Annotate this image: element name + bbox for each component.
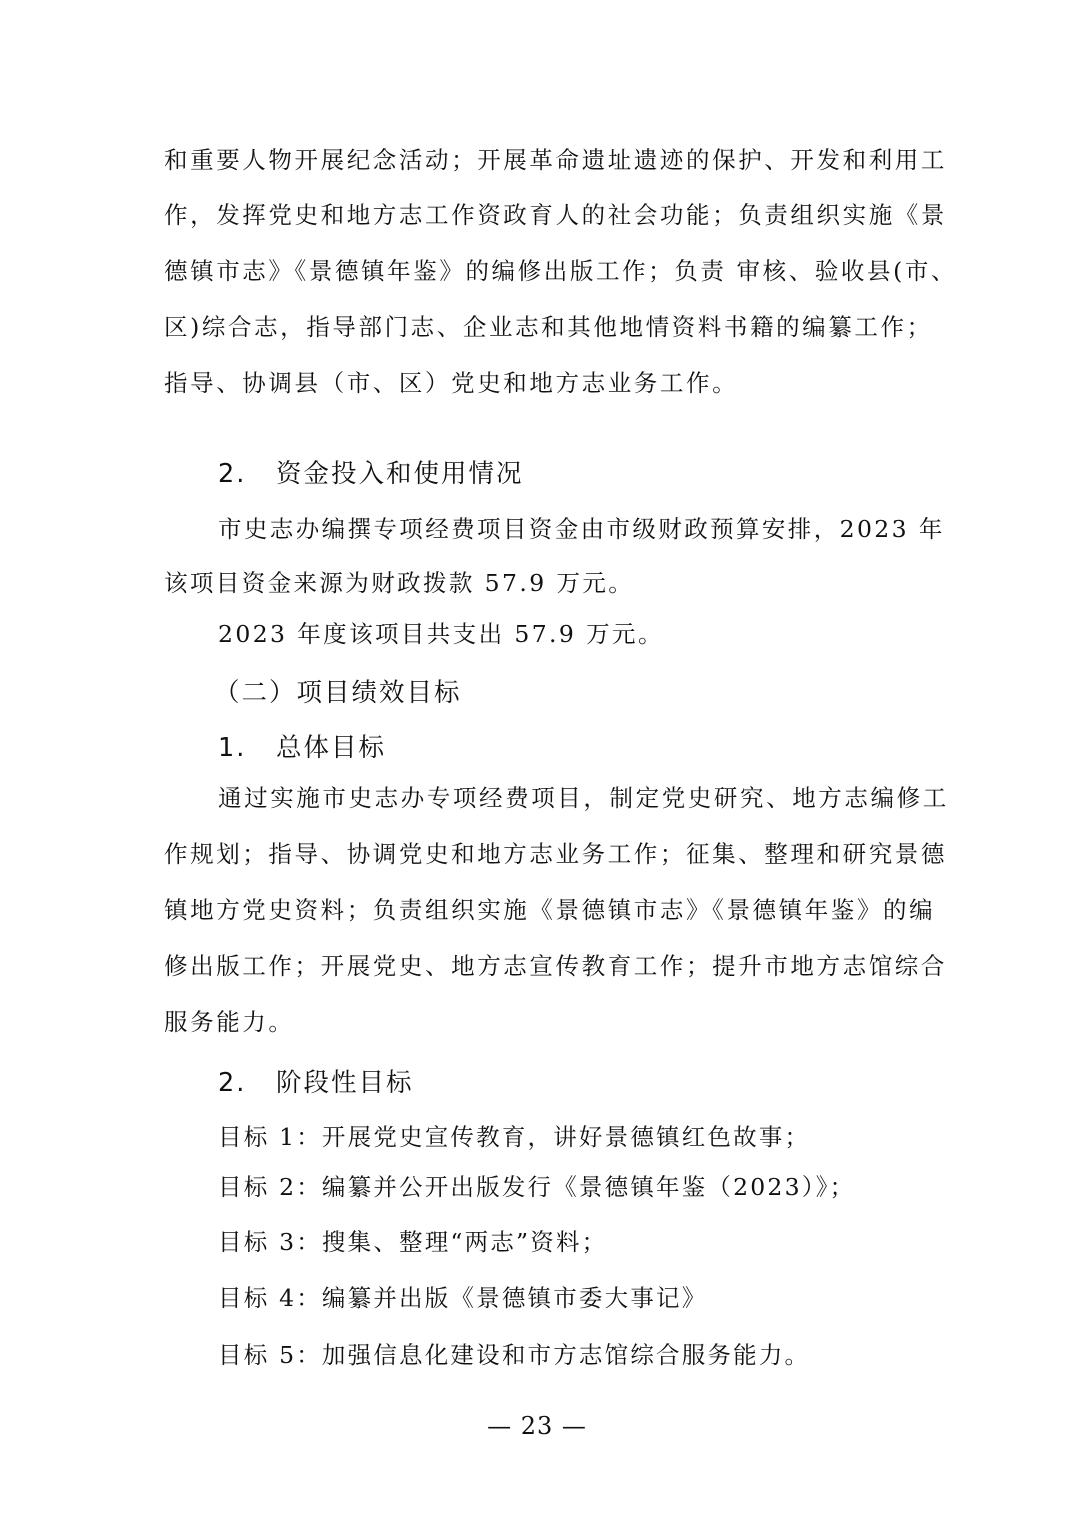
subsection-heading-overall	[218, 731, 386, 765]
text-line: 指导、协调县（市、区）党史和地方志业务工作。	[164, 369, 739, 397]
section-heading-funding	[218, 457, 524, 491]
text-line: 通过实施市史志办专项经费项目，制定党史研究、地方志编修工	[218, 784, 949, 812]
page-number: — 23 —	[487, 1412, 587, 1440]
list-item: 目标 1：开展党史宣传教育，讲好景德镇红色故事；	[218, 1123, 811, 1151]
text-line: 德镇市志》《景德镇年鉴》的编修出版工作；负责 审核、验收县(市、	[164, 257, 958, 285]
list-item: 目标 4：编纂并出版《景德镇市委大事记》	[218, 1284, 708, 1312]
section-number: 2.	[218, 459, 247, 489]
text-line: 服务能力。	[164, 1008, 295, 1036]
text-line: 作，发挥党史和地方志工作资政育人的社会功能；负责组织实施《景	[164, 201, 947, 229]
subsection-title: 总体目标	[276, 733, 387, 763]
text-line: 修出版工作；开展党史、地方志宣传教育工作；提升市地方志馆综合	[164, 952, 947, 980]
list-item: 目标 3：搜集、整理“两志”资料；	[218, 1228, 608, 1256]
text-line: 区)综合志，指导部门志、企业志和其他地情资料书籍的编纂工作；	[164, 313, 933, 341]
subsection-number: 2.	[218, 1068, 247, 1098]
section-title: 资金投入和使用情况	[276, 459, 524, 489]
text-line: 该项目资金来源为财政拨款 57.9 万元。	[164, 569, 635, 597]
subsection-heading-stage	[218, 1066, 414, 1100]
text-line: 作规划；指导、协调党史和地方志业务工作；征集、整理和研究景德	[164, 840, 947, 868]
subsection-title: 阶段性目标	[276, 1068, 414, 1098]
text-line: 和重要人物开展纪念活动；开展革命遗址遗迹的保护、开发和利用工	[164, 146, 947, 174]
text-line: 镇地方党史资料；负责组织实施《景德镇市志》《景德镇年鉴》的编	[164, 896, 936, 924]
section-heading-goals: （二）项目绩效目标	[214, 678, 462, 708]
text-line: 市史志办编撰专项经费项目资金由市级财政预算安排，2023 年	[218, 515, 945, 543]
list-item: 目标 5：加强信息化建设和市方志馆综合服务能力。	[218, 1341, 811, 1369]
subsection-number: 1.	[218, 733, 247, 763]
expenditure-line: 2023 年度该项目共支出 57.9 万元。	[218, 620, 664, 648]
list-item: 目标 2：编纂并公开出版发行《景德镇年鉴（2023）》；	[218, 1173, 856, 1201]
